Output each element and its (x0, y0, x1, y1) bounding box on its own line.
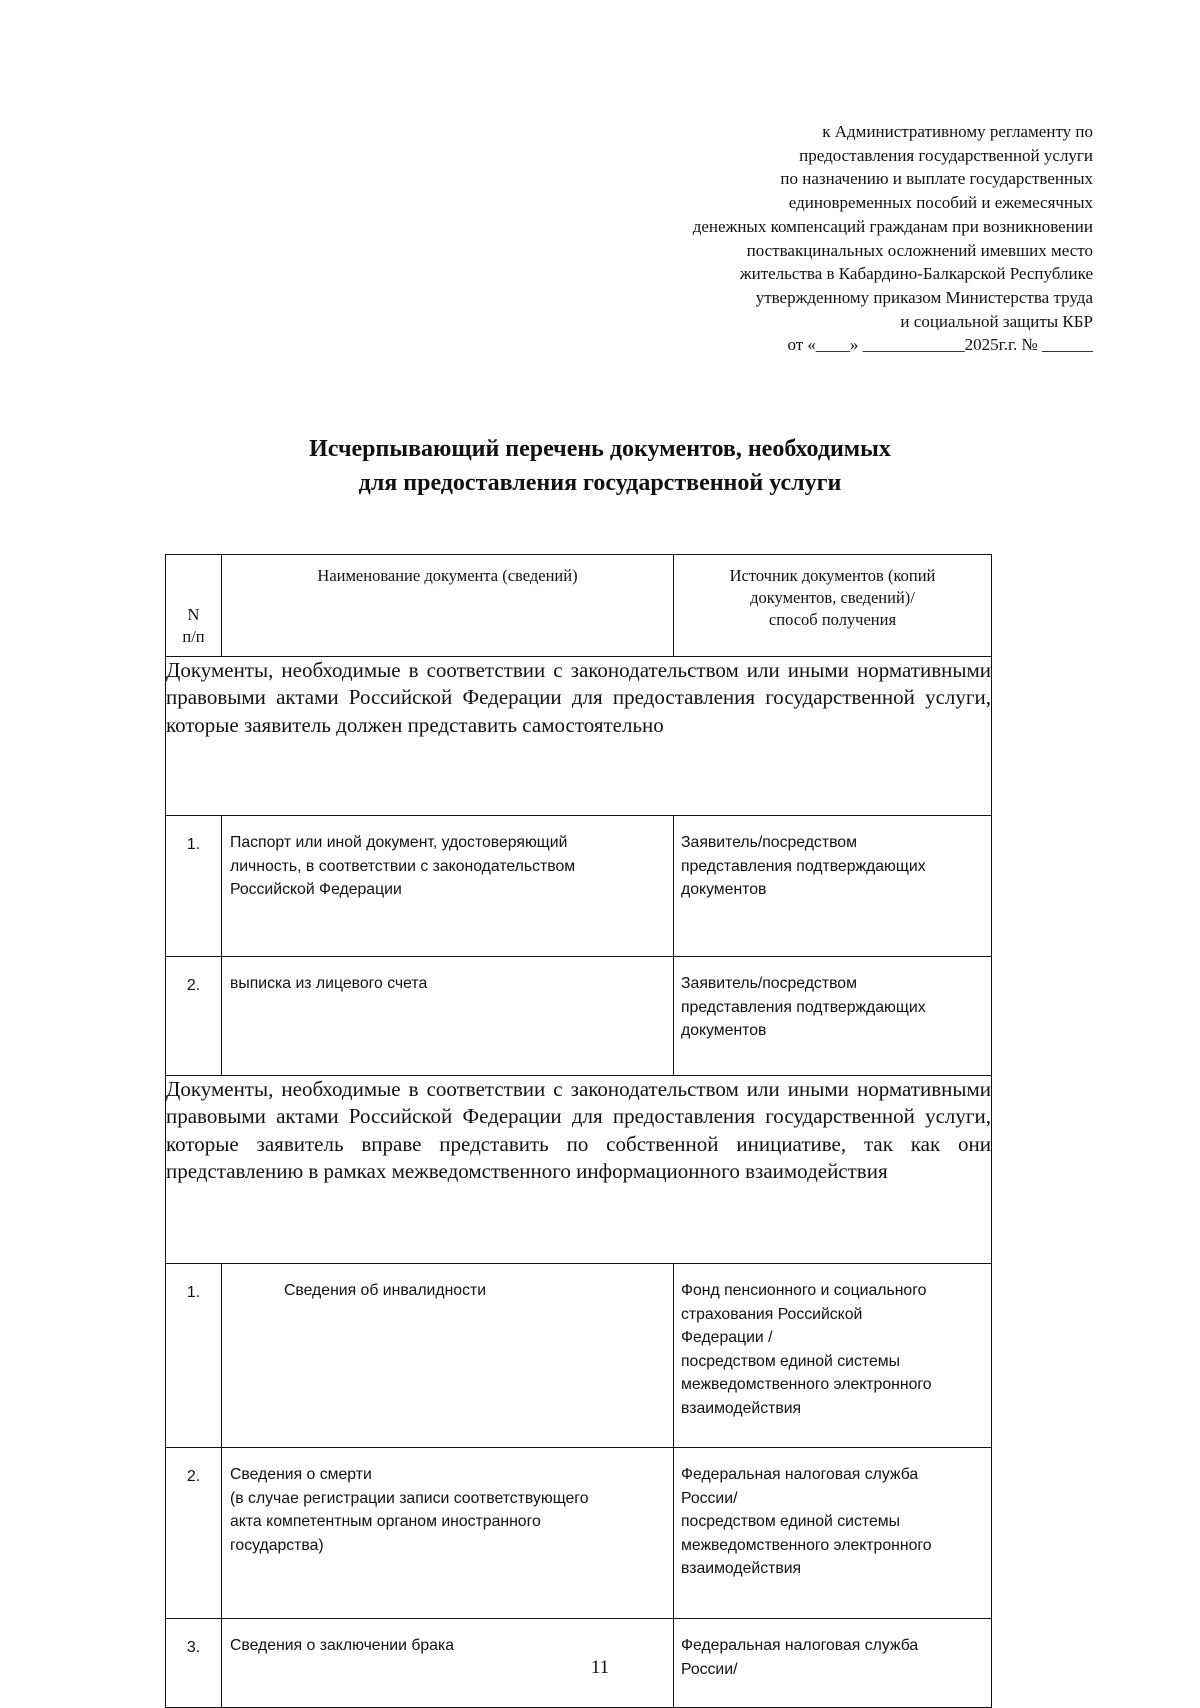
approval-line: жительства в Кабардино-Балкарской Республике (739, 264, 1093, 284)
row-source (674, 957, 992, 1076)
header-source-line: документов, сведений)/ (750, 588, 915, 607)
document-title-line: Исчерпывающий перечень документов, необходимых (309, 436, 891, 462)
source-line: Федерации / (681, 1329, 773, 1346)
row-number: 1. (166, 816, 222, 957)
document-title-line: для предоставления государственной услуги (358, 470, 842, 496)
source-line: России/ (681, 1660, 738, 1678)
table-row (166, 957, 992, 1076)
page-number: 11 (590, 1657, 610, 1678)
row-source (674, 816, 992, 957)
row-number: 3. (166, 1619, 222, 1708)
table-row (166, 1448, 992, 1619)
approval-line: денежных компенсаций гражданам при возникновении (692, 216, 1093, 236)
source-line: документов (681, 881, 767, 898)
header-source-line: Источник документов (копий (729, 566, 936, 585)
source-line: Федеральная налоговая служба (681, 1466, 919, 1483)
section-row (166, 1076, 992, 1264)
name-line: акта компетентным органом иностранного (230, 1513, 541, 1530)
header-source (674, 555, 992, 657)
source-line: документов (681, 1022, 767, 1039)
name-line: Сведения о смерти (230, 1466, 372, 1483)
source-line: посредством единой системы (681, 1513, 900, 1530)
row-document-name (222, 816, 674, 957)
row-source (674, 1264, 992, 1448)
header-number (166, 555, 222, 657)
row-document-name (222, 1448, 674, 1619)
row-number: 1. (166, 1264, 222, 1448)
name-line: выписка из лицевого счета (230, 975, 428, 992)
section-optional-documents: Документы, необходимые в соответствии с законодательством или иными нормативными правовыми актами Российской Федерации для предоставления государственной услуги, которые заявитель вправе представить по собственной инициативе, так как они представлению в рамках межведомственного информационного взаимодействия (166, 1076, 992, 1264)
source-line: России/ (681, 1489, 738, 1507)
row-number: 2. (166, 957, 222, 1076)
source-line: взаимодействия (681, 1560, 802, 1577)
approval-line: утвержденному приказом Министерства труда (755, 287, 1093, 307)
header-document-name: Наименование документа (сведений) (222, 555, 674, 657)
approval-line: поствакцинальных осложнений имевших место (746, 240, 1093, 260)
name-line: государства) (230, 1536, 324, 1554)
source-line: Федеральная налоговая служба (681, 1637, 919, 1654)
source-line: посредством единой системы (681, 1352, 900, 1370)
header-number-line: N (187, 605, 200, 624)
row-document-name (222, 957, 674, 1076)
documents-table (165, 554, 992, 1708)
approval-line: предоставления государственной услуги (799, 145, 1093, 165)
approval-date-line: от «____» ____________2025г.г. № ______ (787, 335, 1093, 355)
name-line: (в случае регистрации записи соответствующего (230, 1489, 589, 1507)
header-number-line: п/п (182, 627, 205, 646)
source-line: представления подтверждающих (681, 998, 926, 1016)
name-line: Паспорт или иной документ, удостоверяющий (230, 834, 568, 851)
name-line: Сведения о заключении брака (230, 1637, 455, 1654)
source-line: взаимодействия (681, 1399, 802, 1417)
approval-line: и социальной защиты КБР (900, 311, 1093, 331)
approval-line: по назначению и выплате государственных (780, 169, 1093, 189)
row-document-name (222, 1264, 674, 1448)
source-line: представления подтверждающих (681, 857, 926, 875)
table-row (166, 816, 992, 957)
source-line: Заявитель/посредством (681, 975, 857, 992)
row-source (674, 1448, 992, 1619)
source-line: Заявитель/посредством (681, 834, 857, 851)
name-line: Российской Федерации (230, 881, 402, 898)
source-line: страхования Российской (681, 1305, 863, 1323)
row-number: 2. (166, 1448, 222, 1619)
section-row (166, 657, 992, 816)
approval-reference (573, 120, 1093, 357)
source-line: межведомственного электронного (681, 1536, 932, 1554)
header-source-line: способ получения (768, 610, 897, 629)
section-mandatory-documents: Документы, необходимые в соответствии с законодательством или иными нормативными правовыми актами Российской Федерации для предоставления государственной услуги, которые заявитель должен представить самостоятельно (166, 657, 992, 816)
name-line: Сведения об инвалидности (284, 1282, 487, 1299)
table-header-row (166, 555, 992, 657)
source-line: межведомственного электронного (681, 1376, 932, 1393)
source-line: Фонд пенсионного и социального (681, 1282, 927, 1299)
approval-line: единовременных пособий и ежемесячных (788, 193, 1093, 213)
approval-line: к Административному регламенту по (822, 122, 1093, 141)
table-row (166, 1264, 992, 1448)
document-title (150, 432, 1050, 500)
name-line: личность, в соответствии с законодательством (230, 857, 576, 875)
